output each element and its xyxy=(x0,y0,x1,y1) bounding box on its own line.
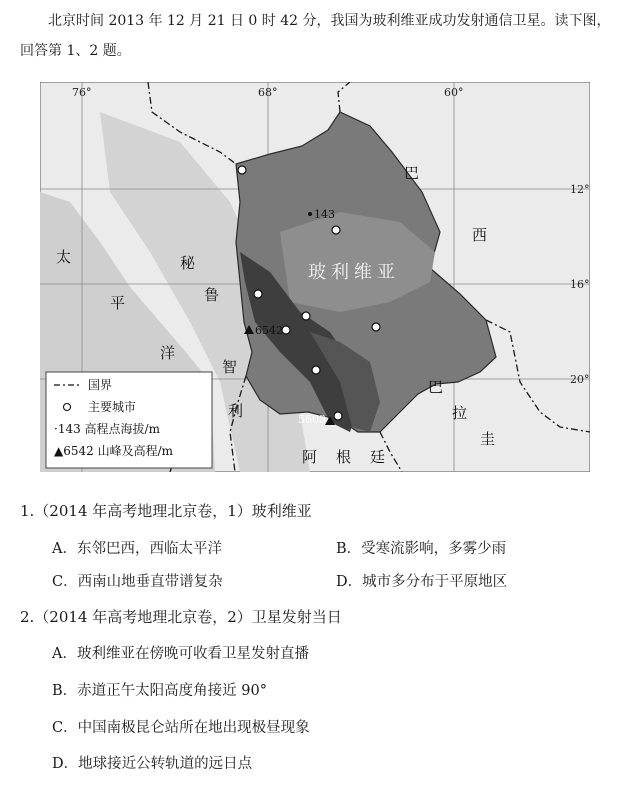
bolivia-map xyxy=(40,82,590,472)
city-marker xyxy=(372,323,380,331)
city-marker xyxy=(312,366,320,374)
label-argentina-2: 根 xyxy=(336,448,352,466)
city-marker xyxy=(254,290,262,298)
q1-option-b: B．受寒流影响，多雾少雨 xyxy=(336,541,507,557)
city-marker xyxy=(334,412,342,420)
intro-line-2: 回答第 1、2 题。 xyxy=(20,43,131,59)
q2-option-b: B．赤道正午太阳高度角接近 90° xyxy=(52,683,267,699)
q2-option-c: C．中国南极昆仑站所在地出现极昼现象 xyxy=(52,720,310,736)
label-argentina-1: 阿 xyxy=(302,448,318,466)
map-legend xyxy=(46,372,212,468)
q1-option-c: C．西南山地垂直带谱复杂 xyxy=(52,574,223,590)
label-peru-1: 秘 xyxy=(180,254,196,272)
lon-label: 60° xyxy=(444,86,464,99)
lat-label: 16° xyxy=(570,278,590,291)
lat-label: 20° xyxy=(570,373,590,386)
legend-peak: ▲6542 山峰及高程/m xyxy=(54,444,174,458)
label-ocean-2: 平 xyxy=(110,294,126,312)
legend-city: 主要城市 xyxy=(88,400,137,414)
label-paraguay-3: 圭 xyxy=(480,430,496,448)
label-argentina-3: 廷 xyxy=(370,448,386,466)
legend-city-symbol xyxy=(64,404,71,411)
q2-option-a: A．玻利维亚在傍晚可收看卫星发射直播 xyxy=(52,646,309,662)
label-ocean-3: 洋 xyxy=(160,344,176,362)
label-bolivia: 玻利维亚 xyxy=(308,262,400,283)
q1-option-a: A．东邻巴西，西临太平洋 xyxy=(52,541,222,557)
elevation-label: 143 xyxy=(314,208,335,221)
elevation-dot xyxy=(308,212,312,216)
city-marker xyxy=(282,326,290,334)
label-chile-1: 智 xyxy=(222,358,238,376)
legend-elevation: ·143 高程点海拔/m xyxy=(54,422,160,436)
label-brazil-2: 西 xyxy=(472,226,488,244)
lon-label: 68° xyxy=(258,86,278,99)
peak-label-1: 6542 xyxy=(255,324,283,337)
legend-border: 国界 xyxy=(88,378,113,392)
q1-option-d: D．城市多分布于平原地区 xyxy=(336,574,508,590)
city-marker xyxy=(238,166,246,174)
peak-label-2: 5603 xyxy=(298,413,326,426)
question-2-stem: 2.（2014 年高考地理北京卷，2）卫星发射当日 xyxy=(20,608,342,626)
question-1-stem: 1.（2014 年高考地理北京卷，1）玻利维亚 xyxy=(20,502,312,520)
intro-line-1: 北京时间 2013 年 12 月 21 日 0 时 42 分，我国为玻利维亚成功发射通信卫星。读下图， xyxy=(48,13,611,29)
city-marker xyxy=(302,312,310,320)
label-peru-2: 鲁 xyxy=(204,286,220,304)
lon-label: 76° xyxy=(72,86,92,99)
lat-label: 12° xyxy=(570,183,590,196)
city-marker xyxy=(332,226,340,234)
label-chile-2: 利 xyxy=(228,402,244,420)
label-ocean-1: 太 xyxy=(56,248,72,266)
q2-option-d: D．地球接近公转轨道的远日点 xyxy=(52,756,253,772)
label-paraguay-1: 巴 xyxy=(428,378,444,396)
label-brazil-1: 巴 xyxy=(404,164,420,182)
label-paraguay-2: 拉 xyxy=(452,404,468,422)
intro-text xyxy=(20,6,628,66)
